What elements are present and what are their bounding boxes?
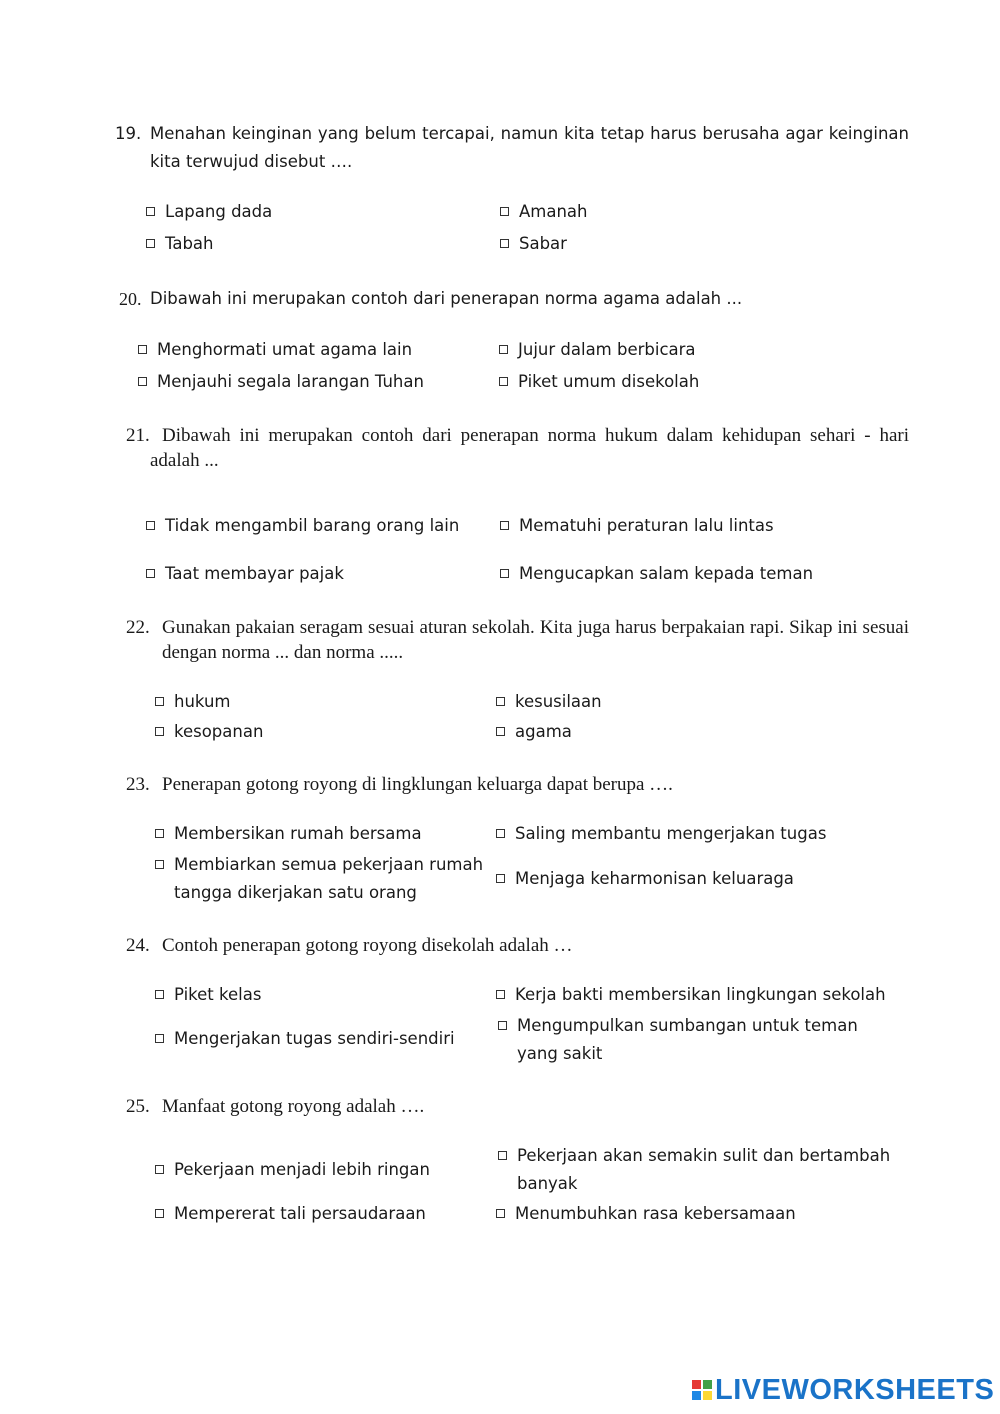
question-19-text: 19. Menahan keinginan yang belum tercapai, namun kita tetap harus berusaha agar keinginan kita terwujud disebut ….	[150, 120, 909, 176]
q22-option-hukum[interactable]: hukum	[155, 688, 231, 716]
q19-option-sabar[interactable]: Sabar	[500, 230, 567, 258]
q21-option-a[interactable]: Tidak mengambil barang orang lain	[146, 512, 459, 540]
checkbox[interactable]	[498, 1021, 507, 1030]
checkbox[interactable]	[499, 377, 508, 386]
question-20-number: 20.	[119, 289, 142, 309]
checkbox[interactable]	[146, 521, 155, 530]
q25-option-b[interactable]: Pekerjaan akan semakin sulit dan bertambah banyak	[498, 1142, 898, 1198]
checkbox[interactable]	[138, 345, 147, 354]
question-23-number: 23.	[126, 774, 150, 795]
checkbox[interactable]	[155, 860, 164, 869]
q23-option-b[interactable]: Saling membantu mengerjakan tugas	[496, 820, 826, 848]
checkbox[interactable]	[146, 207, 155, 216]
question-23-text: 23. Penerapan gotong royong di lingklungan keluarga dapat berupa ….	[126, 774, 673, 795]
question-25-text: 25. Manfaat gotong royong adalah ….	[126, 1096, 425, 1117]
checkbox[interactable]	[155, 1034, 164, 1043]
question-20-text: 20. Dibawah ini merupakan contoh dari penerapan norma agama adalah ...	[150, 285, 909, 313]
q22-option-agama[interactable]: agama	[496, 718, 572, 746]
checkbox[interactable]	[500, 521, 509, 530]
checkbox[interactable]	[146, 239, 155, 248]
question-22-text: 22. Gunakan pakaian seragam sesuai aturan sekolah. Kita juga harus berpakaian rapi. Sikap ini sesuai dengan norma ... dan norma .....	[126, 617, 909, 663]
q23-option-d[interactable]: Menjaga keharmonisan keluaraga	[496, 865, 794, 893]
q25-option-d[interactable]: Menumbuhkan rasa kebersamaan	[496, 1200, 796, 1228]
question-22-number: 22.	[126, 617, 150, 638]
liveworksheets-logo	[692, 1374, 994, 1406]
question-25-number: 25.	[126, 1096, 150, 1117]
q20-option-d[interactable]: Piket umum disekolah	[499, 368, 699, 396]
q25-option-c[interactable]: Mempererat tali persaudaraan	[155, 1200, 426, 1228]
brand-name: LIVEWORKSHEETS	[715, 1373, 995, 1406]
liveworksheets-mark-icon	[692, 1380, 712, 1400]
q23-option-a[interactable]: Membersikan rumah bersama	[155, 820, 422, 848]
q21-option-b[interactable]: Mematuhi peraturan lalu lintas	[500, 512, 774, 540]
checkbox[interactable]	[138, 377, 147, 386]
checkbox[interactable]	[146, 569, 155, 578]
question-21-number: 21.	[126, 425, 150, 446]
checkbox[interactable]	[155, 1209, 164, 1218]
question-24-text: 24. Contoh penerapan gotong royong disekolah adalah …	[126, 935, 573, 956]
checkbox[interactable]	[496, 829, 505, 838]
q22-option-kesopanan[interactable]: kesopanan	[155, 718, 263, 746]
checkbox[interactable]	[155, 727, 164, 736]
q23-option-c[interactable]: Membiarkan semua pekerjaan rumah tangga dikerjakan satu orang	[155, 851, 485, 907]
checkbox[interactable]	[155, 829, 164, 838]
checkbox[interactable]	[155, 990, 164, 999]
q24-option-b[interactable]: Kerja bakti membersikan lingkungan sekolah	[496, 981, 886, 1009]
q19-option-tabah[interactable]: Tabah	[146, 230, 214, 258]
q20-option-c[interactable]: Menjauhi segala larangan Tuhan	[138, 368, 424, 396]
checkbox[interactable]	[496, 727, 505, 736]
question-24-number: 24.	[126, 935, 150, 956]
checkbox[interactable]	[498, 1151, 507, 1160]
q24-option-c[interactable]: Mengerjakan tugas sendiri-sendiri	[155, 1025, 455, 1053]
q21-option-d[interactable]: Mengucapkan salam kepada teman	[500, 560, 813, 588]
checkbox[interactable]	[496, 697, 505, 706]
checkbox[interactable]	[496, 1209, 505, 1218]
checkbox[interactable]	[499, 345, 508, 354]
question-21-text: 21. Dibawah ini merupakan contoh dari penerapan norma hukum dalam kehidupan sehari - hari adalah ...	[126, 425, 909, 471]
q20-option-a[interactable]: Menghormati umat agama lain	[138, 336, 412, 364]
checkbox[interactable]	[155, 697, 164, 706]
checkbox[interactable]	[155, 1165, 164, 1174]
checkbox[interactable]	[500, 569, 509, 578]
q22-option-kesusilaan[interactable]: kesusilaan	[496, 688, 602, 716]
checkbox[interactable]	[500, 239, 509, 248]
q21-option-c[interactable]: Taat membayar pajak	[146, 560, 344, 588]
q25-option-a[interactable]: Pekerjaan menjadi lebih ringan	[155, 1156, 430, 1184]
question-19-number: 19.	[115, 124, 142, 143]
q19-option-amanah[interactable]: Amanah	[500, 198, 588, 226]
q24-option-a[interactable]: Piket kelas	[155, 981, 261, 1009]
q20-option-b[interactable]: Jujur dalam berbicara	[499, 336, 696, 364]
q24-option-d[interactable]: Mengumpulkan sumbangan untuk teman yang sakit	[498, 1012, 878, 1068]
checkbox[interactable]	[496, 990, 505, 999]
q19-option-lapang-dada[interactable]: Lapang dada	[146, 198, 272, 226]
checkbox[interactable]	[500, 207, 509, 216]
checkbox[interactable]	[496, 874, 505, 883]
